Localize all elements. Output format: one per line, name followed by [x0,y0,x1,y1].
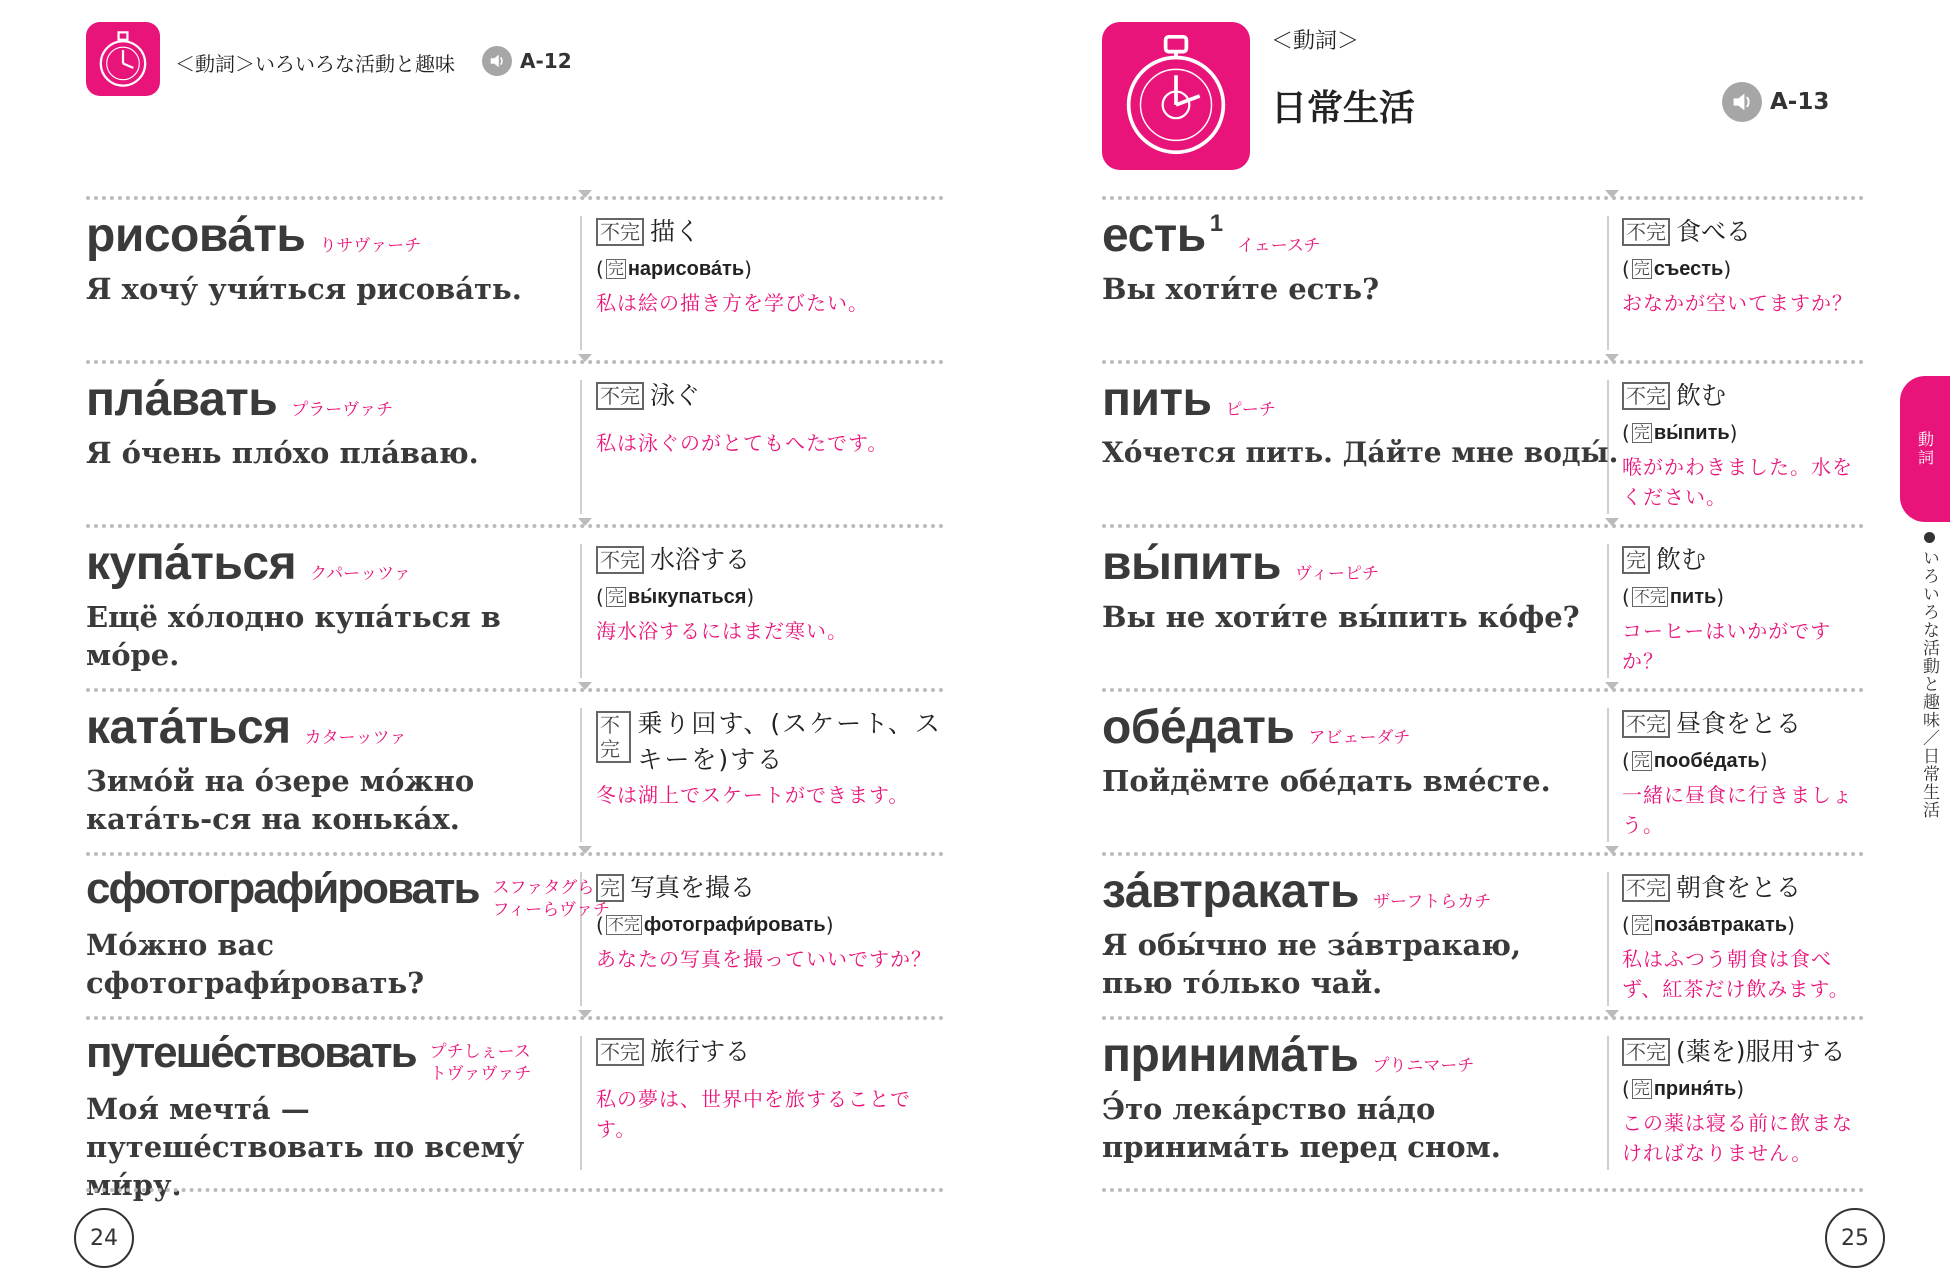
pronunciation: イェースチ [1237,236,1321,256]
audio-track[interactable] [1722,82,1829,122]
pronunciation: カターッツァ [304,728,407,748]
pronunciation: ピーチ [1225,400,1276,420]
russian-word: путеше́ствовать [86,1028,416,1077]
russian-word: сфотографи́ровать [86,864,479,913]
pair-word: нарисова́ть [627,258,745,280]
stopwatch-icon [1102,22,1250,170]
vocab-entry [86,360,944,524]
vocab-entry [86,196,944,360]
pair-aspect-badge: 完 [1633,423,1650,442]
page-title: 日常生活 [1271,88,1416,129]
pronunciation: りサヴァーチ [319,236,422,256]
pair-aspect-badge: 完 [607,259,624,278]
pair-word: вы́купаться [627,586,747,608]
example-sentence: Я о́чень пло́хо пла́ваю. [86,436,479,470]
translation: コーヒーはいかがですか？ [1622,619,1832,673]
page-number: 24 [74,1208,134,1268]
meaning: 泳ぐ [650,381,701,410]
meaning: 昼食をとる [1676,709,1802,738]
vocab-entry [86,852,944,1016]
meaning: 食べる [1676,217,1752,246]
pronunciation: プりニマーチ [1372,1056,1475,1076]
page-header-title: ＜動詞＞いろいろな活動と趣味 [175,52,455,76]
pronunciation: アビェーダチ [1308,728,1411,748]
pronunciation: プラーヴァチ [291,400,394,420]
aspect-badge: 不完 [1622,382,1670,410]
aspect-pair: ( 完 нарисова́ть ) [596,252,946,286]
audio-track-label: A-12 [520,49,572,73]
russian-word: пла́вать [86,373,278,426]
vocab-entry [1102,524,1864,688]
translation: あなたの写真を撮っていいですか？ [596,947,932,971]
vocab-entry [1102,196,1864,360]
aspect-badge: 不完 [596,546,644,574]
russian-word: обе́дать [1102,701,1295,754]
pair-aspect-badge: 不完 [1633,587,1666,606]
page-number: 25 [1825,1208,1885,1268]
vocab-entry [86,1016,944,1202]
pair-aspect-badge: 完 [1633,915,1650,934]
meaning: 飲む [1676,381,1727,410]
aspect-pair: ( 不完 фотографи́ровать ) [596,908,946,942]
russian-word: рисова́ть [86,209,306,262]
example-sentence: Моя́ мечта́ — путеше́ствовать по всему́ ми́ру. [86,1092,525,1202]
translation: 私は絵の描き方を学びたい。 [596,291,869,315]
pronunciation: ザーフトらカチ [1373,892,1492,912]
translation: 冬は湖上でスケートができます。 [596,783,910,807]
meaning: 写真を撮る [630,873,756,902]
russian-word: ката́ться [86,701,291,754]
translation: 私はふつう朝食は食べず、紅茶だけ飲みます。 [1622,947,1850,1001]
pair-word: приня́ть [1653,1078,1737,1100]
example-sentence: Вы хоти́те есть? [1102,272,1380,306]
aspect-pair: ( 不完 пить ) [1622,580,1872,614]
meaning: (薬を)服用する [1676,1037,1846,1066]
section-tab-label: 動詞 [1915,431,1935,467]
russian-word: принима́ть [1102,1029,1359,1082]
pair-word: съесть [1653,258,1724,280]
aspect-pair: ( 完 вы́купаться ) [596,580,946,614]
russian-word: есть [1102,209,1206,262]
example-sentence: Мо́жно вас сфотографи́ровать? [86,928,425,1000]
aspect-badge: 不完 [596,1038,644,1066]
meaning: 水浴する [650,545,751,574]
bullet-icon [1924,532,1935,543]
aspect-badge: 不完 [596,711,631,763]
aspect-pair: ( 完 съесть ) [1622,252,1872,286]
aspect-badge: 不完 [596,218,644,246]
pair-aspect-badge: 完 [1633,259,1650,278]
aspect-pair: ( 完 вы́пить ) [1622,416,1872,450]
vocab-entry [1102,852,1864,1016]
translation: 私は泳ぐのがとてもへたです。 [596,431,889,455]
translation: 海水浴するにはまだ寒い。 [596,619,848,643]
aspect-pair: ( 完 приня́ть ) [1622,1072,1872,1106]
vocab-entry [1102,360,1864,524]
aspect-badge: 不完 [1622,1038,1670,1066]
meaning: 描く [650,217,701,246]
vocab-entry [1102,1016,1864,1180]
pronunciation: プチしぇース [429,1042,531,1062]
aspect-badge: 不完 [1622,218,1670,246]
example-sentence: Хо́чется пить. Да́йте мне воды́. [1102,436,1619,469]
pair-aspect-badge: 完 [607,587,624,606]
aspect-badge: 完 [1622,546,1650,574]
meaning: 旅行する [650,1037,751,1066]
aspect-pair: ( 完 поза́втракать ) [1622,908,1872,942]
translation: 喉がかわきました。水をください。 [1622,455,1853,509]
example-sentence: Вы не хоти́те вы́пить ко́фе? [1102,600,1580,634]
translation: この薬は寝る前に飲まなければなりません。 [1622,1111,1853,1165]
side-index [1917,532,1942,819]
pair-aspect-badge: 不完 [607,915,640,934]
pair-aspect-badge: 完 [1633,751,1650,770]
russian-word: пить [1102,373,1212,426]
vocab-entry [1102,688,1864,852]
russian-word: вы́пить [1102,537,1282,590]
example-sentence: Ещё хо́лодно купа́ться в мо́ре. [86,600,501,672]
pair-word: пообе́дать [1653,750,1760,772]
pronunciation: ヴィーピチ [1295,564,1379,584]
homonym-index: 1 [1209,210,1224,237]
pair-word: поза́втракать [1653,914,1788,936]
vocab-list-left [86,196,944,1202]
pronunciation: スファタグら [492,878,595,898]
speaker-icon [1722,82,1762,122]
side-index-label: いろいろな活動と趣味／日常生活 [1919,549,1939,819]
pronunciation: クパーッツァ [310,564,411,584]
example-sentence: Зимо́й на о́зере мо́жно ката́ть-ся на конька́х. [86,764,475,836]
translation: 私の夢は、世界中を旅することです。 [596,1087,911,1141]
aspect-pair: ( 完 пообе́дать ) [1622,744,1872,778]
meaning: 乗り回す、(スケート、スキーを)する [637,709,942,774]
pronunciation: トヴァヴァチ [429,1064,532,1084]
pronunciation: フィーらヴァチ [492,900,611,920]
meaning: 朝食をとる [1676,873,1802,902]
aspect-badge: 不完 [596,382,644,410]
russian-word: за́втракать [1102,865,1360,918]
russian-word: купа́ться [86,537,297,590]
example-sentence: Э́то лека́рство на́до принима́ть перед сном. [1102,1092,1501,1164]
pair-word: пить [1669,586,1717,608]
section-tab[interactable] [1900,376,1950,522]
aspect-badge: 不完 [1622,710,1670,738]
right-page [975,0,1950,1282]
audio-track-label: A-13 [1770,89,1830,115]
meaning: 飲む [1656,545,1707,574]
vocab-entry [86,688,944,852]
aspect-badge: 完 [596,874,624,902]
pair-word: фотографи́ровать [643,914,826,936]
category-label: ＜動詞＞ [1271,29,1360,54]
vocab-entry [86,524,944,688]
translation: おなかが空いてますか？ [1622,291,1853,315]
pair-aspect-badge: 完 [1633,1079,1650,1098]
aspect-badge: 不完 [1622,874,1670,902]
audio-track[interactable] [482,46,572,76]
stopwatch-icon [86,22,160,96]
translation: 一緒に昼食に行きましょう。 [1622,783,1853,837]
example-sentence: Я обы́чно не за́втракаю, пью то́лько чай. [1102,928,1522,1000]
speaker-icon [482,46,512,76]
example-sentence: Пойдёмте обе́дать вме́сте. [1102,764,1551,798]
pair-word: вы́пить [1653,422,1730,444]
vocab-list-right [1102,196,1864,1180]
example-sentence: Я хочу́ учи́ться рисова́ть. [86,272,522,306]
